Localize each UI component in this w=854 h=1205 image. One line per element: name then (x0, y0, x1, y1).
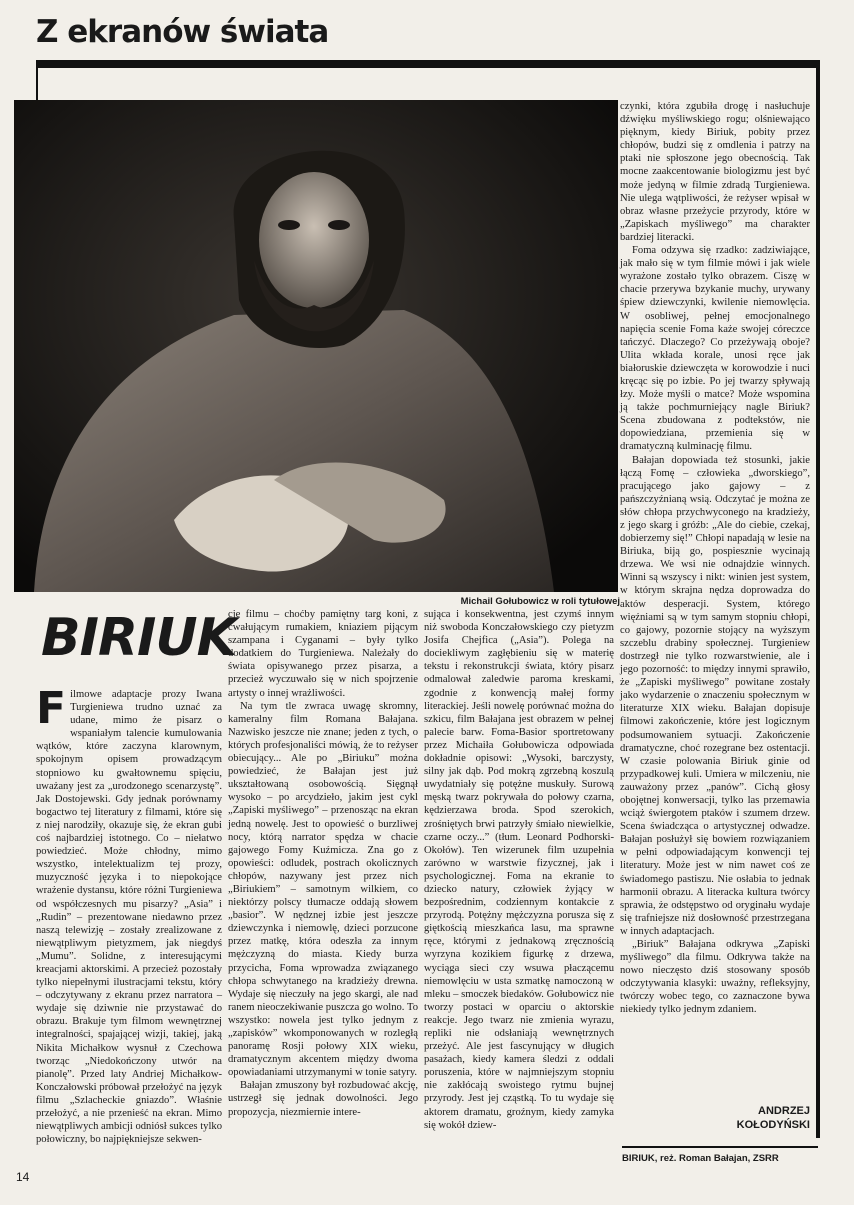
drop-cap: F (36, 683, 67, 734)
article-column-1 (36, 683, 222, 1146)
article-column-4 (620, 100, 810, 1108)
article-paragraph: Filmowe adaptacje prozy Iwana Turgieniewa trudno uznać za udane, mimo że pisarz o wspaniałym talencie kumulowania wątków, które zaczyna klarownym, spokojnym opisem prowadzącym stopniowo ku gwałtownemu spięciu, uważany jest za „urodzonego scenarzystę”. Jak Dostojewski. Gdy jednak porównamy bogactwo tej literatury z filmami, które się z niej narodziły, okazuje się, że ekran gubi coś najbardziej istotnego. Co – niełatwo powiedzieć. Może chłodny, mimo wszystko, intelektualizm tej prozy, muzyczność języka i to niepokojące wrażenie dystansu, które różni Turgieniewa od współczesnych mu pisarzy? „Asia” i „Rudin” – prezentowane niedawno przez naszą telewizję – zostały zrealizowane z niewątpliwym pietyzmem, jak niegdyś „Mumu”. Solidne, z interesującymi kreacjami aktorskimi. A przecież pozostały tylko niepełnymi ilustracjami tekstu, który – odczytywany z ekranu przez narratora – wydaje się dziwnie nie przystawać do obrazu. Brakuje tym filmom wewnętrznej integralności, spajającej wizji, takiej, jaką Nikita Michałkow wysnuł z Czechowa tworząc „Niedokończony utwór na pianolę”. Przed laty Andriej Michałkow-Konczałowski próbował przełożyć na język filmu „Szlacheckie gniazdo”. Właśnie przełożyć, a nie przenieść na ekran. Mimo niewątpliwych ambicji odniósł sukces tylko połowiczny, bo najpiękniejsze sekwen- (36, 683, 222, 1146)
article-paragraph: Na tym tle zwraca uwagę skromny, kameralny film Romana Bałajana. Nazwisko jeszcze nie znane; jeden z tych, o których profesjonaliści mówią, że to reżyser obiecujący... Ale po „Biriuku” można powiedzieć, że Bałajan jest już ukształtowaną osobowością. Sięgnął wysoko – po arcydzieło, jakim jest cykl „Zapiski myśliwego” – przenosząc na ekran jedną nowelę. Jest to opowieść o burzliwej nocy, którą narrator spędza w chacie gajowego Fomy Kuźmicza. Zna go z opowieści: odludek, postrach okolicznych chłopów, nazywany jest przez nich „Biriukiem” – samotnym wilkiem, co niektórzy polscy tłumacze oddają słowem „basior”. W nędznej izbie jest jeszcze dziewczynka i niemowlę, dzieci porzucone przez matkę, która odeszła za innym mężczyzną do miasta. Kiedy burza przycicha, Foma wprowadza związanego chłopa schwytanego na kradzieży drewna. Wydaje się nieczuły na jego skargi, ale nad ranem nieoczekiwanie puszcza go wolno. To wszystko: nowela jest tylko jednym z „zapisków” wkomponowanych w rozległą panoramę Rosji połowy XIX wieku, dramatycznym akcentem między dwoma opowiadaniami utrzymanymi w tonie satyry. (228, 700, 418, 1079)
article-headline: BIRIUK (41, 608, 236, 668)
film-still-photo (14, 100, 618, 592)
photo-caption: Michail Gołubowicz w roli tytułowej (460, 596, 620, 607)
top-rule (36, 60, 820, 68)
author-last-name: KOŁODYŃSKI (736, 1119, 810, 1131)
article-paragraph: cje filmu – choćby pamiętny targ koni, z cwałującym rumakiem, kniaziem pijącym szampana i Cyganami – były tylko dodatkiem do Turgieniewa. Należały do świata opisywanego przez pisarza, a przecież wyczuwało się w nich spojrzenie artysty o innej wrażliwości. (228, 609, 418, 699)
article-paragraph: Bałajan zmuszony był rozbudować akcję, ustrzegł się jednak dowolności. Jego propozycja, niezmiernie intere- (228, 1080, 418, 1118)
film-still-image (14, 100, 618, 592)
author-first-name: ANDRZEJ (758, 1105, 810, 1117)
article-column-2 (228, 608, 418, 1156)
article-paragraph: Foma odzywa się rzadko: zadziwiające, jak mało się w tym filmie mówi i jak wiele wyrażone zostało tylko obrazem. Ciszę w chacie przerywa bzykanie muchy, urywany śpiew dziewczynki, kwilenie niemowlęcia. W osobliwej, pełnej emocjonalnego napięcia scenie Foma każe swojej córeczce tańczyć. Dlaczego? Co przeżywają oboje? Ulita wkłada korale, unosi ręce jak białoruskie dziewczęta w korowodzie i nuci kręcąc się po izbie. Po jej twarzy spływają łzy. Może myśli o matce? Może wspomina ją także pochmurniejący nagle Biriuk? Scena zbudowana z podtekstów, nie dopowiedziana, przemienia się w dramatyczną kulminację filmu. (620, 245, 810, 453)
right-rule (816, 60, 820, 1138)
article-paragraph: sująca i konsekwentna, jest czymś innym niż swoboda Konczałowskiego czy pietyzm Josifa Chejfica („Asia”). Polega na dociekliwym zagłębieniu się w materię tekstu i rekonstrukcji świata, który pisarz odmalował zaledwie paroma kreskami, zgodnie z konwencją małej formy literackiej. Jeśli nowelę porównać można do szkicu, film Bałajana jest obrazem w pełnej palecie barw. Foma-Basior sportretowany przez Michaiła Gołubowicza odpowiada dokładnie opisowi: „Wysoki, barczysty, silny jak dąb. Pod mokrą zgrzebną koszulą uwydatniały się potężne muskuły. Surową męską twarz pokrywała do połowy czarna, kędzierzawa broda. Spod szerokich, zrośniętych brwi patrzyły śmiało niewielkie, czarne oczy...” (tłum. Leonard Podhorski-Okołów). Ten wizerunek film uzupełnia zarówno w warstwie fizycznej, jak i psychologicznej. Foma na ekranie to dziecko natury, człowiek żyjący w bezpośrednim, codziennym kontakcie z przyrodą. Potężny mężczyzna porusza się z giętkością mieszkańca lasu, ma sprawne ręce, którymi z jednakową zręcznością wyrzyna kozikiem figurkę z drzewa, wyciąga sieci czy wsuwa płaczącemu niemowlęciu w usta szmatkę namoczoną w mleku – smoczek biedaków. Gołubowicz nie tworzy postaci w oparciu o aktorskie reakcje. Jego twarz nie zmienia wyrazu, repliki nie odsłaniają wewnętrznych przeżyć. Ale jest fascynujący w długich pasażach, kiedy kamera śledzi z oddali poruszenia, które w najmniejszym stopniu nie zakłócają swoistego rytmu bujnej przyrody. Jest jej cząstką. To tu wydaje się aktorem dramatu, groźnym, kiedy zamyka się wokół dziew- (424, 609, 614, 1131)
page-number: 14 (16, 1170, 30, 1184)
article-paragraph: Bałajan dopowiada też stosunki, jakie łączą Fomę – człowieka „dworskiego”, pracującego jako gajowy – z pańszczyźnianą wsią. Odczytać je można ze słów chłopa przychwyconego na kradzieży, z jego skarg i gróźb: „Ale do ciebie, czekaj, dobierzemy się!” Chłopi napadają w lesie na Biriuka, biją go, pospiesznie wycinają drzewa. We wsi nie odnajdzie winnych. Winni są wszyscy i nikt: winien jest system, w którym skrajna nędza doprowadza do aktów desperacji. System, którego więźniami są w tym samym stopniu chłopi, co gajowy, pozornie stojący na wyższym szczeblu drabiny społecznej. Turgieniew dostrzegł nie tylko rozwarstwienie, ale i jego pozorność: to między innymi sprawiło, że „Zapiski myśliwego” powitane zostały jako wydarzenie o znaczeniu społecznym w literaturze XIX wieku. Bałajan dopisuje filmowi zakończenie, które jest logicznym podsumowaniem sytuacji. Zakończenie dramatyczne, choć rozegrane bez ostentacji. W czasie polowania Biriuk ginie od przypadkowej kuli. Umiera w milczeniu, nie zauważony przez „panów”. Cichą głosy obojętnej konwersacji, tylko las przemawia wciąż świergotem ptaków i szumem drzew. Scena świadcząca o artystycznej odwadze. Bałajan posłużył się bowiem rozwiązaniem w pełni odpowiadającym konwencji tej literatury. Może jest w nim nawet coś ze świadomego pastiszu. Nie osłabia to jednak harmonii obrazu. A literacka kultura twórcy sprawia, że odstępstwo od oryginału wydaje się trafniejsze niż dosłowność przestrzegana w innych adaptacjach. (620, 454, 810, 937)
section-title: Z ekranów świata (36, 14, 329, 50)
article-paragraph: „Biriuk” Bałajana odkrywa „Zapiski myśliwego” dla filmu. Odkrywa także na nowo nieczęsto dziś stosowany sposób odczytywania klasyki: uważny, refleksyjny, twórczy wobec tego, co zaznaczone bywa niekiedy tylko jednym zdaniem. (620, 939, 810, 1016)
frame-line (36, 68, 38, 102)
article-column-3 (424, 608, 614, 1156)
article-paragraph: czynki, która zgubiła drogę i nasłuchuje dźwięku myśliwskiego rogu; olśniewająco pięknym, kiedy Biriuk, pobity przez chłopów, budzi się z omdlenia i patrzy na ptaki nie spłoszone jego obecnością. Tak mocne zaakcentowanie biologizmu jest być może jedyną w filmie zdradą Turgieniewa. Nie ulega wątpliwości, że reżyser wpisał w obraz własne przeżycie przyrody, które w „Zapiskach myśliwego” ma charakter bardziej literacki. (620, 101, 810, 243)
film-credits: BIRIUK, reż. Roman Bałajan, ZSRR (622, 1146, 818, 1164)
author-byline (620, 1104, 810, 1132)
